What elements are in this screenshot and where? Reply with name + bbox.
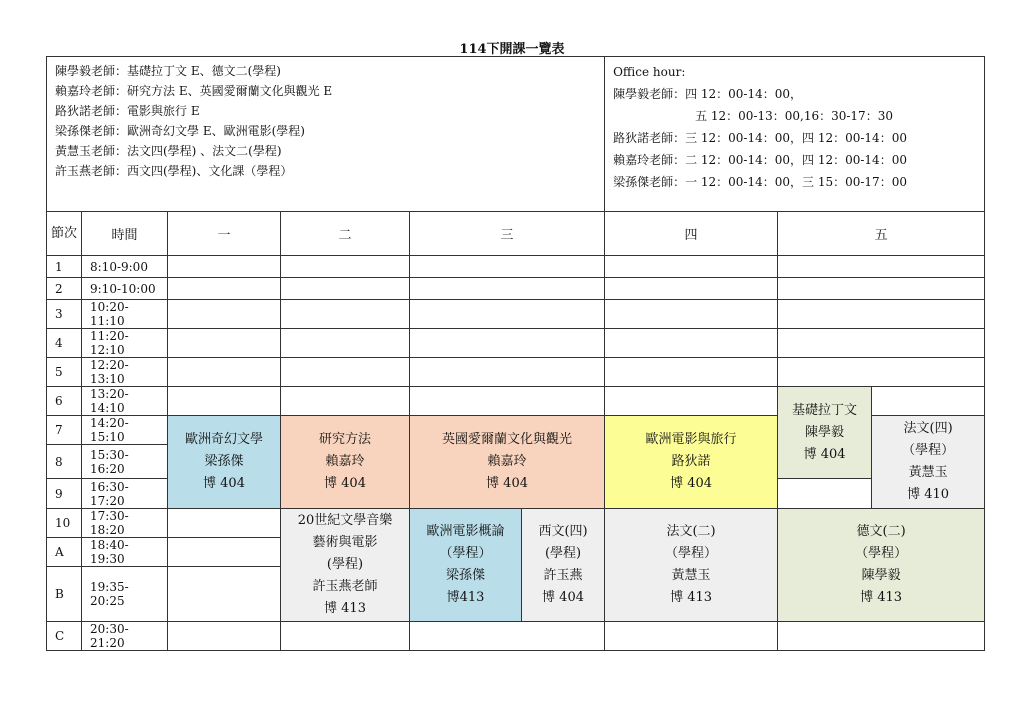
period-cell: 6 xyxy=(47,387,82,416)
table-row xyxy=(47,256,985,278)
period-cell: 4 xyxy=(47,329,82,358)
period-cell: A xyxy=(47,538,82,567)
period-cell: 3 xyxy=(47,300,82,329)
course-german2: 德文(二) （學程） 陳學毅 博 413 xyxy=(778,509,985,622)
teacher-list xyxy=(47,57,605,212)
teacher-line: 梁孫傑老師：歐洲奇幻文學 E、歐洲電影(學程) xyxy=(55,124,305,138)
time-cell: 10:20-11:10 xyxy=(82,300,168,329)
page-title: 114下開課一覽表 xyxy=(459,42,565,57)
time-cell: 15:30-16:20 xyxy=(82,445,168,479)
office-line: 陳學毅老師：四 12：00-14：00， xyxy=(613,87,803,101)
day-header-fri: 五 xyxy=(778,212,985,256)
time-cell: 14:20-15:10 xyxy=(82,416,168,445)
course-research: 研究方法 賴嘉玲 博 404 xyxy=(281,416,410,509)
time-cell: 9:10-10:00 xyxy=(82,278,168,300)
time-cell: 18:40-19:30 xyxy=(82,538,168,567)
day-header-thu: 四 xyxy=(605,212,778,256)
period-cell: B xyxy=(47,567,82,622)
time-cell: 12:20-13:10 xyxy=(82,358,168,387)
period-cell: 7 xyxy=(47,416,82,445)
course-fantasy: 歐洲奇幻文學 梁孫傑 博 404 xyxy=(168,416,281,509)
office-heading: Office hour: xyxy=(613,65,686,79)
course-french4: 法文(四) （學程） 黃慧玉 博 410 xyxy=(872,416,985,509)
time-header: 時間 xyxy=(82,212,168,256)
period-cell: C xyxy=(47,622,82,651)
teacher-line: 路狄諾老師：電影與旅行 E xyxy=(55,104,200,118)
time-cell: 11:20-12:10 xyxy=(82,329,168,358)
period-cell: 5 xyxy=(47,358,82,387)
period-cell: 2 xyxy=(47,278,82,300)
office-line: 路狄諾老師：三 12：00-14：00，四 12：00-14：00 xyxy=(613,131,907,145)
day-header-tue: 二 xyxy=(281,212,410,256)
office-hours xyxy=(605,57,985,212)
course-travel: 歐洲電影與旅行 路狄諾 博 404 xyxy=(605,416,778,509)
office-line: 五 12：00-13：00,16：30-17：30 xyxy=(695,109,893,123)
day-header-wed: 三 xyxy=(410,212,605,256)
period-cell: 1 xyxy=(47,256,82,278)
course-century: 20世紀文學音樂 藝術與電影 (學程) 許玉燕老師 博 413 xyxy=(281,509,410,622)
teacher-line: 許玉燕老師：西文四(學程)、文化課（學程） xyxy=(55,164,293,178)
period-cell: 10 xyxy=(47,509,82,538)
course-latin: 基礎拉丁文 陳學毅 博 404 xyxy=(778,387,872,479)
period-header: 節次 xyxy=(47,212,82,256)
table-row xyxy=(47,329,985,358)
time-cell: 16:30-17:20 xyxy=(82,479,168,509)
header-row xyxy=(47,212,985,256)
time-cell: 19:35-20:25 xyxy=(82,567,168,622)
course-film: 歐洲電影概論 （學程） 梁孫傑 博413 xyxy=(410,509,522,622)
table-row xyxy=(47,387,985,416)
day-header-mon: 一 xyxy=(168,212,281,256)
time-cell: 17:30-18:20 xyxy=(82,509,168,538)
period-cell: 9 xyxy=(47,479,82,509)
time-cell: 8:10-9:00 xyxy=(82,256,168,278)
teacher-line: 陳學毅老師：基礎拉丁文 E、德文二(學程) xyxy=(55,64,281,78)
period-cell: 8 xyxy=(47,445,82,479)
office-line: 賴嘉玲老師：二 12：00-14：00，四 12：00-14：00 xyxy=(613,153,907,167)
teacher-line: 賴嘉玲老師：研究方法 E、英國愛爾蘭文化與觀光 E xyxy=(55,84,333,98)
info-row xyxy=(47,57,985,212)
course-ireland: 英國愛爾蘭文化與觀光 賴嘉玲 博 404 xyxy=(410,416,605,509)
table-row xyxy=(47,300,985,329)
time-cell: 20:30-21:20 xyxy=(82,622,168,651)
course-spanish4: 西文(四) (學程) 許玉燕 博 404 xyxy=(522,509,605,622)
course-french2: 法文(二) （學程） 黃慧玉 博 413 xyxy=(605,509,778,622)
table-row xyxy=(47,358,985,387)
table-row xyxy=(47,509,985,538)
time-cell: 13:20-14:10 xyxy=(82,387,168,416)
teacher-line: 黃慧玉老師：法文四(學程) 、法文二(學程) xyxy=(55,144,282,158)
table-row xyxy=(47,278,985,300)
office-line: 梁孫傑老師：一 12：00-14：00，三 15：00-17：00 xyxy=(613,175,907,189)
schedule-table xyxy=(46,56,985,651)
table-row xyxy=(47,622,985,651)
